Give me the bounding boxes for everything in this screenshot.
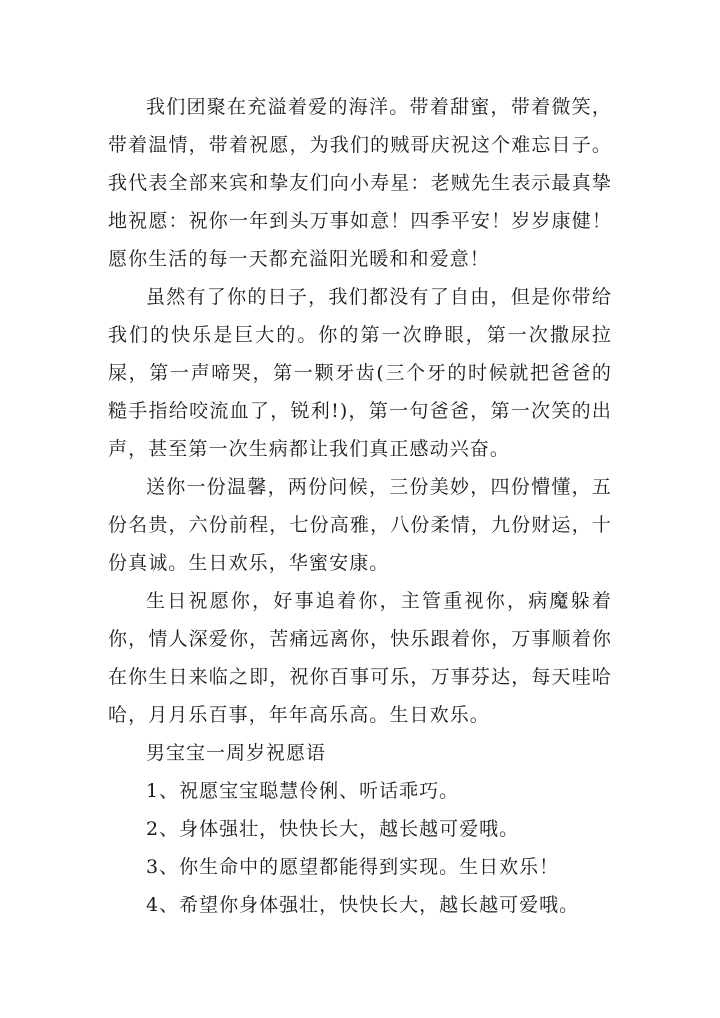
list-item: 3、你生命中的愿望都能得到实现。生日欢乐！: [146, 856, 560, 878]
list-item: 2、身体强壮，快快长大，越长越可爱哦。: [146, 818, 520, 840]
list-item: 1、祝愿宝宝聪慧伶俐、听话乖巧。: [146, 780, 460, 802]
document-body: [108, 88, 612, 924]
list-item: 4、希望你身体强壮，快快长大，越长越可爱哦。: [146, 894, 580, 916]
wish-list: [108, 772, 612, 924]
paragraph-2: 虽然有了你的日子，我们都没有了自由，但是你带给我们的快乐是巨大的。你的第一次睁眼，第一次撒尿拉屎，第一声啼哭，第一颗牙齿(三个牙的时候就把爸爸的糙手指给咬流血了，锐利!)，第一句爸爸，第一次笑的出声，甚至第一次生病都让我们真正感动兴奋。: [108, 286, 612, 460]
paragraph-3: 送你一份温馨，两份问候，三份美妙，四份懵懂，五份名贵，六份前程，七份高雅，八份柔情，九份财运，十份真诚。生日欢乐，华蜜安康。: [108, 476, 612, 574]
paragraph-4: 生日祝愿你，好事追着你，主管重视你，病魔躲着你，情人深爱你，苦痛远离你，快乐跟着你，万事顺着你在你生日来临之即，祝你百事可乐，万事芬达，每天哇哈哈，月月乐百事，年年高乐高。生日欢乐。: [108, 590, 612, 726]
paragraph-1: 我们团聚在充溢着爱的海洋。带着甜蜜，带着微笑，带着温情，带着祝愿，为我们的贼哥庆祝这个难忘日子。我代表全部来宾和挚友们向小寿星：老贼先生表示最真挚地祝愿：祝你一年到头万事如意！四季平安！岁岁康健！愿你生活的每一天都充溢阳光暖和和爱意！: [108, 96, 612, 270]
section-heading: 男宝宝一周岁祝愿语: [146, 742, 327, 764]
